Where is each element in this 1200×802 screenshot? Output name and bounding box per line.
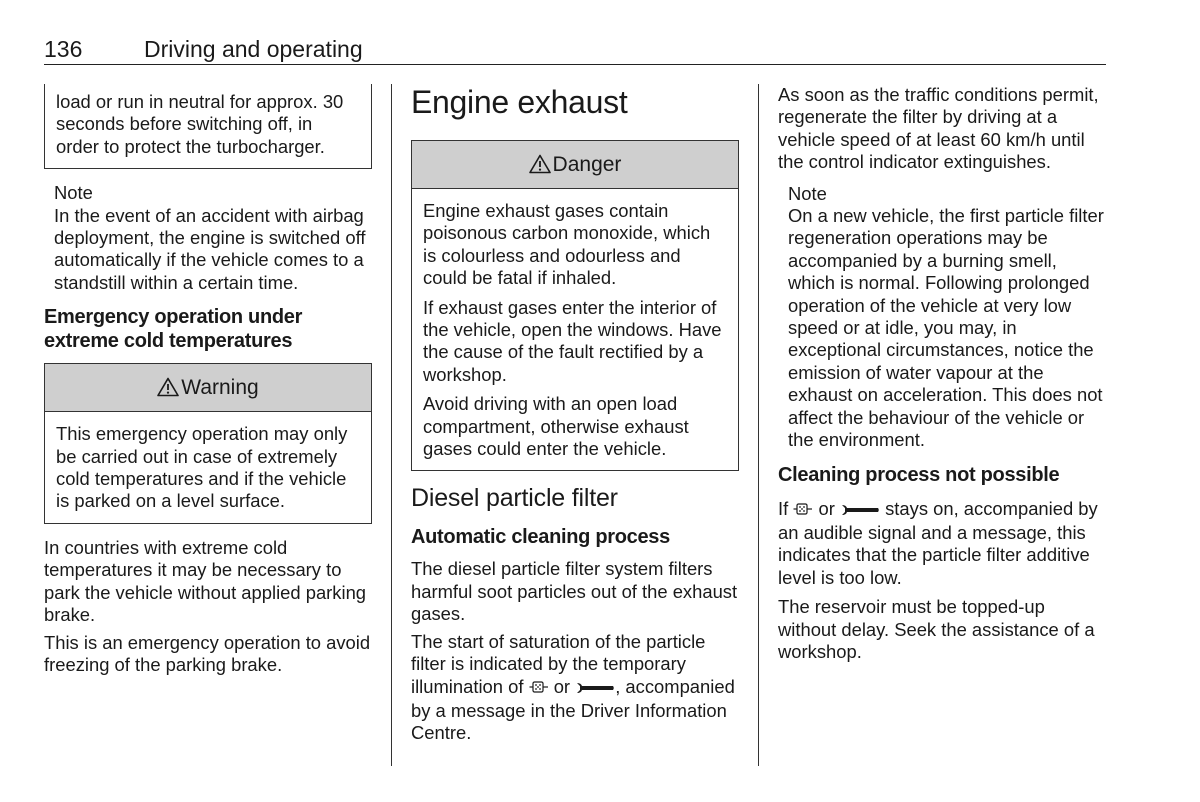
paragraph-text: If [778, 497, 789, 519]
page-header [44, 34, 1106, 65]
continued-caution-box [44, 84, 372, 169]
wrench-service-icon [840, 500, 880, 522]
paragraph-text: or [818, 497, 835, 519]
danger-text: Avoid driving with an open load compartment, otherwise exhaust gases could enter the vehicle. [423, 393, 689, 460]
paragraph: The reservoir must be topped-up without delay. Seek the assistance of a workshop. [778, 596, 1095, 662]
heading-engine-exhaust: Engine exhaust [411, 84, 628, 120]
note-title: Note [54, 182, 93, 204]
column-left [44, 84, 372, 676]
warning-text: This emergency operation may only be carried out in case of extremely cold temperatures and if the vehicle is parked on a level surface. [56, 423, 348, 512]
subheading-cleaning-not-possible: Cleaning process not possible [778, 463, 1060, 486]
warning-header [45, 364, 371, 412]
paragraph-text: The start of saturation of the particle filter is indicated by the temporary illumination of [411, 630, 706, 697]
danger-text: If exhaust gases enter the interior of the vehicle, open the windows. Have the cause of the fault rectified by a workshop. [423, 296, 722, 385]
danger-box [411, 140, 739, 471]
heading-diesel-particle-filter: Diesel particle filter [411, 484, 618, 513]
warning-body [45, 412, 371, 523]
paragraph-with-icons [411, 631, 739, 745]
paragraph: In countries with extreme cold temperatures it may be necessary to park the vehicle without applied parking brake. [44, 536, 367, 626]
paragraph-text: , accompanied by a message in the Driver Information Centre. [411, 675, 735, 744]
warning-box [44, 363, 372, 524]
paragraph-text: stays on, accompanied by an audible signal and a message, this indicates that the particle filter additive level is too low. [778, 497, 1098, 588]
warning-title: Warning [181, 376, 259, 400]
column-divider [758, 84, 759, 766]
paragraph-with-icons [778, 498, 1108, 590]
subheading-automatic-cleaning: Automatic cleaning process [411, 526, 670, 549]
note-title: Note [788, 182, 827, 204]
column-divider [391, 84, 392, 766]
warning-triangle-icon [157, 367, 179, 414]
particle-filter-icon [529, 678, 549, 700]
danger-text: Engine exhaust gases contain poisonous carbon monoxide, which is colourless and odourless and could be fatal if inhaled. [423, 200, 711, 289]
danger-header [412, 141, 738, 189]
note-text: On a new vehicle, the first particle filter regeneration operations may be accompanied by a burning smell, which is normal. Following prolonged operation of the vehicle at very low speed or at idle, you may, in exceptional circumstances, notice the emission of water vapour at the exhaust on acceleration. This does not affect the behaviour of the vehicle or the environment. [788, 205, 1104, 451]
subheading-emergency: Emergency operation under extreme cold temperatures [44, 306, 303, 353]
caution-text: load or run in neutral for approx. 30 seconds before switching off, in order to protect the turbocharger. [56, 91, 344, 157]
note-block [44, 182, 372, 294]
note-block [778, 183, 1108, 452]
page-number: 136 [44, 36, 83, 62]
danger-body [412, 189, 738, 470]
wrench-service-icon [575, 678, 615, 700]
warning-triangle-icon [529, 144, 551, 191]
danger-title: Danger [552, 153, 622, 176]
column-middle [411, 84, 739, 745]
paragraph-text: or [553, 675, 571, 697]
paragraph: This is an emergency operation to avoid freezing of the parking brake. [44, 631, 371, 675]
paragraph: The diesel particle filter system filters harmful soot particles out of the exhaust gases. [411, 558, 738, 625]
column-right [778, 84, 1108, 663]
note-text: In the event of an accident with airbag deployment, the engine is switched off automatically if the vehicle comes to a standstill within a certain time. [54, 204, 366, 293]
paragraph: As soon as the traffic conditions permit, regenerate the filter by driving at a vehicle speed of at least 60 km/h until the control indicator extinguishes. [778, 84, 1099, 173]
particle-filter-icon [793, 500, 813, 522]
section-title: Driving and operating [144, 36, 363, 62]
